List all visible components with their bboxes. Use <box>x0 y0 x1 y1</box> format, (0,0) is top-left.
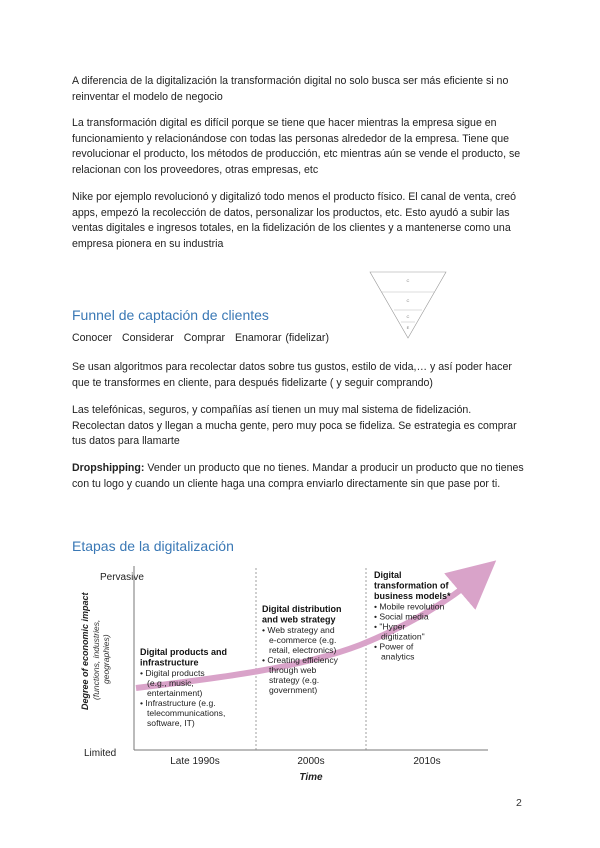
stage-bullet: (e.g., music, <box>147 678 194 688</box>
y-bottom-label: Limited <box>84 748 117 759</box>
stage-title: Digital distribution <box>262 604 342 614</box>
stage-bullet: • Social media <box>374 611 429 622</box>
dropshipping-term: Dropshipping: <box>72 462 145 474</box>
stage-bullet: • Infrastructure (e.g. <box>140 698 216 708</box>
heading-etapas: Etapas de la digitalización <box>72 538 234 554</box>
funnel-diagram <box>368 270 448 340</box>
x-tick-label: 2000s <box>297 756 325 767</box>
stage-title: and web strategy <box>262 614 336 625</box>
paragraph-intro: A diferencia de la digitalización la transformación digital no solo busca ser más eficiente si no reinventar el modelo de negocio <box>72 75 509 103</box>
y-axis-sublabel: geographies) <box>101 634 111 684</box>
y-axis-label: Degree of economic impact <box>80 592 90 710</box>
x-tick-label: Late 1990s <box>170 756 220 767</box>
paragraph-difficulty: La transformación digital es difícil porque se tiene que hacer mientras la empresa sigue en funcionamiento y relacionándose con todas las personas alrededor de la empresa. Tiene que revolucionar el producto, los métodos de producción, etc mientras aún se vende el producto, se relacionan con los proveedores, otras empresas, etc <box>72 117 521 176</box>
stage-title: transformation of <box>374 580 449 591</box>
stage-bullet: telecommunications, <box>147 708 226 718</box>
stage-bullet: • Power of <box>374 641 414 652</box>
y-top-label: Pervasive <box>100 572 144 583</box>
stage-bullet: strategy (e.g. <box>269 675 320 685</box>
stage-bullet: government) <box>269 685 318 695</box>
dropshipping-text: Vender un producto que no tienes. Mandar a producir un producto que no tienes con tu logo y cuando un cliente haga una compra enviarlo directamente sin que pase por ti. <box>72 462 524 490</box>
stage-bullet: entertainment) <box>147 688 203 698</box>
stage-title: Digital <box>374 570 402 580</box>
page-number: 2 <box>516 797 522 809</box>
stage-bullet: • "Hyper <box>374 621 406 632</box>
stage-bullet: • Mobile revolution <box>374 601 445 612</box>
heading-funnel: Funnel de captación de clientes <box>72 307 269 323</box>
step-conocer: Conocer <box>72 332 113 344</box>
funnel-level-label: C <box>406 278 410 283</box>
funnel-steps <box>72 332 335 344</box>
step-enamorar: Enamorar (fidelizar) <box>234 332 329 344</box>
paragraph-algorithms: Se usan algoritmos para recolectar datos sobre tus gustos, estilo de vida,… y así poder hacer que te transformes en cliente, para después fidelizarte ( y seguir comprando) <box>72 361 512 389</box>
funnel-level-label: C <box>406 298 410 303</box>
stage-bullet: analytics <box>381 651 415 662</box>
stage-bullet: e-commerce (e.g. <box>269 635 337 645</box>
stage-bullet: retail, electronics) <box>269 645 337 655</box>
stage-title: infrastructure <box>140 657 199 668</box>
x-axis-label: Time <box>299 772 323 783</box>
stage-title: business models* <box>374 591 451 601</box>
stage-bullet: through web <box>269 665 317 675</box>
funnel-level-label: C <box>406 314 410 319</box>
stage-groups <box>140 570 451 728</box>
funnel-level-label: E <box>406 325 410 330</box>
stage-bullet: • Creating efficiency <box>262 655 338 665</box>
digitalization-stages-chart <box>70 560 510 790</box>
stage-bullet: software, IT) <box>147 718 195 728</box>
step-considerar: Considerar <box>122 332 174 344</box>
stage-bullet: digitization" <box>381 631 425 642</box>
paragraph-nike: Nike por ejemplo revolucionó y digitalizó todo menos el producto físico. El canal de venta, creó apps, empezó la recolección de datos, personalizar los productos, etc. Esto ayudó a subir las ventas digitales e ingresos totales, en la fidelización de los clientes y a mantenerse como una empresa pionera en su industria <box>72 191 517 250</box>
step-comprar: Comprar <box>183 332 225 344</box>
stage-title: Digital products and <box>140 647 228 657</box>
paragraph-dropshipping <box>72 461 527 492</box>
stage-bullet: • Web strategy and <box>262 625 335 635</box>
x-tick-label: 2010s <box>413 756 441 767</box>
y-axis-sublabel: (functions, industries, <box>91 619 101 700</box>
paragraph-telefonicas: Las telefónicas, seguros, y compañías así tienen un muy mal sistema de fidelización. Recolectan datos y llegan a mucha gente, pero muy poca se fideliza. Se estrategia es comprar tus datos para llamarte <box>72 404 517 448</box>
stage-bullet: • Digital products <box>140 668 205 678</box>
